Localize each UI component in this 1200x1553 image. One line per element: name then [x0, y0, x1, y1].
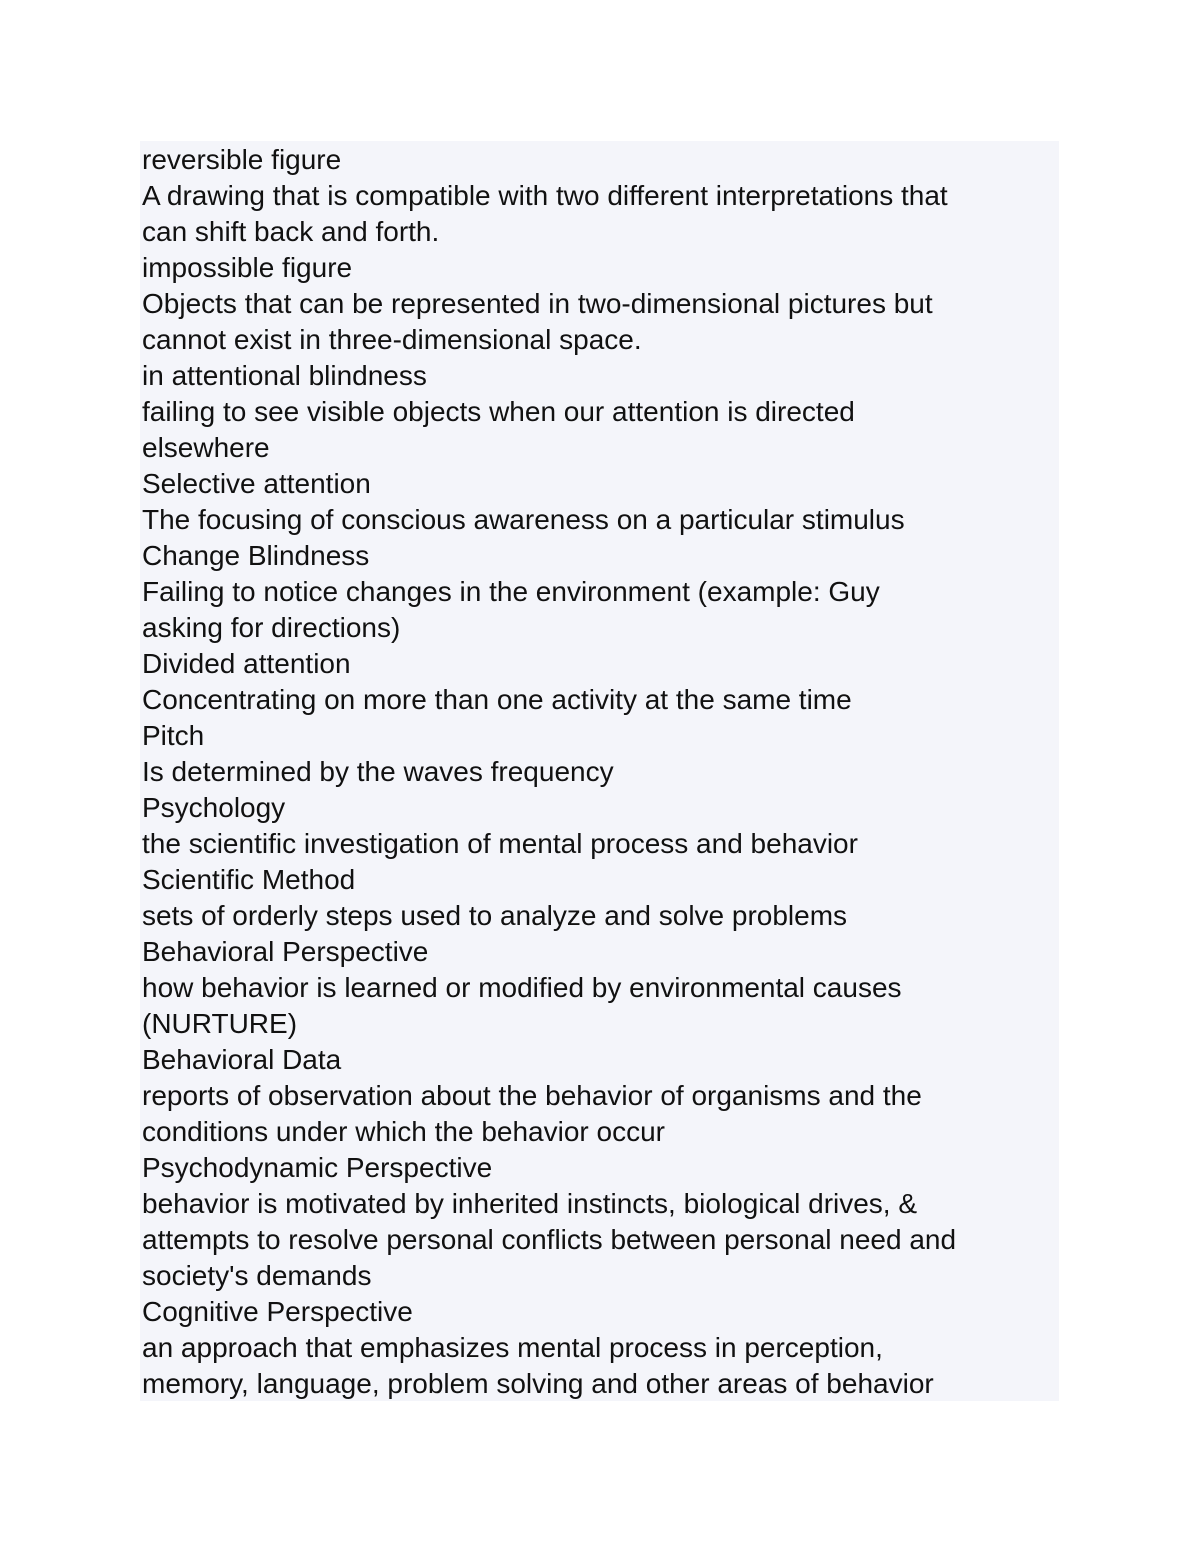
entry-psychology	[142, 790, 1059, 862]
definition-line: reports of observation about the behavior of organisms and the	[142, 1080, 922, 1111]
definition-line: A drawing that is compatible with two different interpretations that	[142, 180, 948, 211]
entry-behavioral-data	[142, 1042, 1059, 1150]
definition-line: elsewhere	[142, 432, 270, 463]
term: Psychology	[142, 792, 286, 823]
definition-line: Objects that can be represented in two-dimensional pictures but	[142, 288, 933, 319]
term: in attentional blindness	[142, 360, 427, 391]
term: Divided attention	[142, 648, 351, 679]
definition-line: Failing to notice changes in the environment (example: Guy	[142, 576, 880, 607]
definition-line: how behavior is learned or modified by environmental causes	[142, 972, 902, 1003]
entry-selective-attention	[142, 466, 1059, 538]
flashcard-text-block	[140, 141, 1059, 1401]
entry-divided-attention	[142, 646, 1059, 718]
definition-line: attempts to resolve personal conflicts between personal need and	[142, 1224, 957, 1255]
entry-inattentional-blindness	[142, 358, 1059, 466]
term: Pitch	[142, 720, 205, 751]
entry-reversible-figure	[142, 142, 1059, 250]
entry-change-blindness	[142, 538, 1059, 646]
entry-behavioral-perspective	[142, 934, 1059, 1042]
definition-line: failing to see visible objects when our attention is directed	[142, 396, 855, 427]
entry-scientific-method	[142, 862, 1059, 934]
definition-line: asking for directions)	[142, 612, 401, 643]
definition-line: sets of orderly steps used to analyze and solve problems	[142, 900, 848, 931]
definition-line: Is determined by the waves frequency	[142, 756, 614, 787]
term: Change Blindness	[142, 540, 370, 571]
definition-line: Concentrating on more than one activity at the same time	[142, 684, 852, 715]
definition-line: an approach that emphasizes mental process in perception,	[142, 1332, 883, 1363]
definition-line: cannot exist in three-dimensional space.	[142, 324, 642, 355]
entry-pitch	[142, 718, 1059, 790]
entry-psychodynamic-perspective	[142, 1150, 1059, 1294]
term: reversible figure	[142, 144, 342, 175]
term: Behavioral Perspective	[142, 936, 429, 967]
definition-line: the scientific investigation of mental process and behavior	[142, 828, 858, 859]
term: Behavioral Data	[142, 1044, 342, 1075]
term: Selective attention	[142, 468, 371, 499]
definition-line: The focusing of conscious awareness on a particular stimulus	[142, 504, 905, 535]
entry-cognitive-perspective	[142, 1294, 1059, 1402]
definition-line: can shift back and forth.	[142, 216, 440, 247]
term: Scientific Method	[142, 864, 356, 895]
term: impossible figure	[142, 252, 353, 283]
entry-impossible-figure	[142, 250, 1059, 358]
definition-line: society's demands	[142, 1260, 372, 1291]
term: Psychodynamic Perspective	[142, 1152, 493, 1183]
term: Cognitive Perspective	[142, 1296, 413, 1327]
definition-line: (NURTURE)	[142, 1008, 298, 1039]
definition-line: conditions under which the behavior occur	[142, 1116, 665, 1147]
definition-line: behavior is motivated by inherited instincts, biological drives, &	[142, 1188, 918, 1219]
definition-line: memory, language, problem solving and other areas of behavior	[142, 1368, 934, 1399]
